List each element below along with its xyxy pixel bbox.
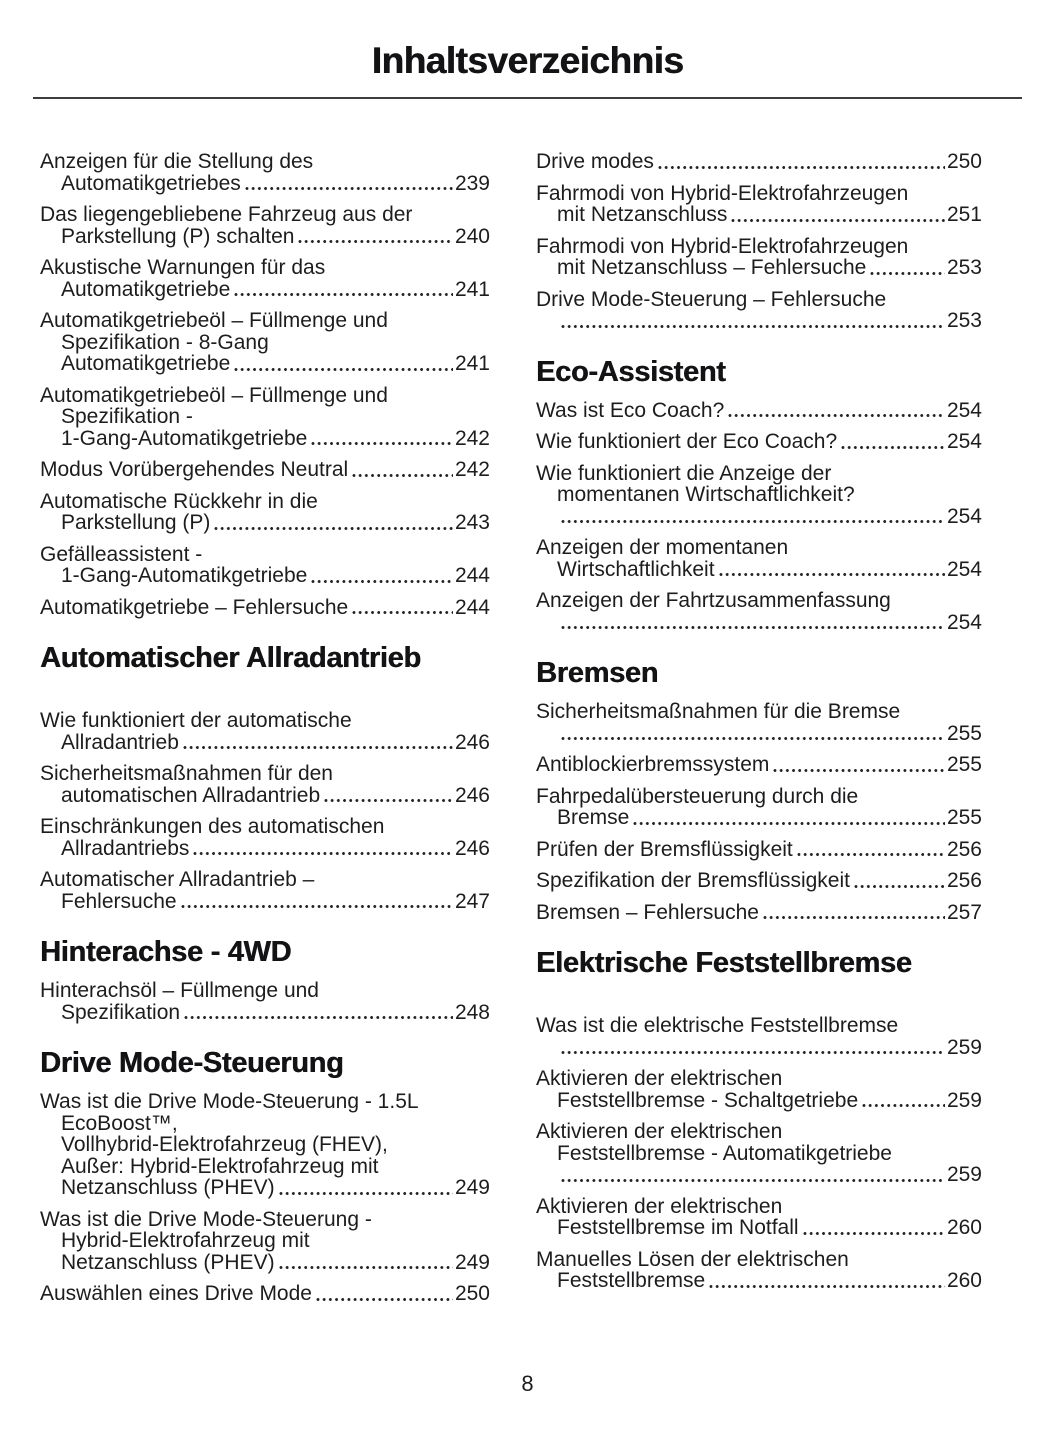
toc-entry — [536, 1121, 982, 1186]
toc-entry-text: Fehlersuche — [61, 889, 177, 913]
toc-entry-line: Was ist die elektrische Feststellbremse — [536, 1014, 899, 1037]
dot-leader — [184, 1015, 453, 1020]
toc-entry-lastline — [40, 279, 490, 301]
toc-page-number: 242 — [454, 426, 490, 450]
toc-section — [40, 151, 490, 618]
toc-entry-line: Vollhybrid-Elektrofahrzeug (FHEV), — [61, 1133, 388, 1156]
toc-entry — [536, 289, 982, 332]
toc-entry-text: automatischen Allradantrieb — [61, 783, 321, 807]
toc-entry-text: Parkstellung (P) schalten — [61, 224, 295, 248]
toc-entry-text: Netzanschluss (PHEV) — [61, 1176, 275, 1199]
toc-entry-lastline — [40, 428, 490, 450]
toc-section — [40, 1047, 490, 1305]
toc-entry — [536, 463, 982, 528]
toc-entry-lastline — [40, 1283, 490, 1305]
toc-entry-line: Automatikgetriebeöl – Füllmenge und — [40, 309, 388, 332]
toc-entry-text: Antiblockierbremssystem — [536, 753, 770, 776]
toc-entry-text: Automatikgetriebe — [61, 352, 231, 375]
toc-entry-text: 1-Gang-Automatikgetriebe — [61, 564, 308, 587]
toc-entry-text: Automatikgetriebe – Fehlersuche — [40, 595, 349, 619]
toc-page-number: 260 — [946, 1269, 982, 1292]
toc-entry-text: Feststellbremse - Schaltgetriebe — [557, 1088, 859, 1112]
toc-page-number: 249 — [454, 1250, 490, 1274]
toc-entry-lastline — [536, 1037, 982, 1059]
dot-leader — [181, 904, 453, 909]
toc-entry — [536, 839, 982, 861]
toc-page-number: 260 — [946, 1216, 982, 1239]
toc-column-right — [536, 151, 982, 1315]
toc-entry-lastline — [536, 870, 982, 892]
toc-entry-line: Gefälleassistent - — [40, 542, 203, 566]
toc-page-number: 259 — [946, 1088, 982, 1112]
toc-page-number: 256 — [946, 869, 982, 892]
toc-page-number: 241 — [454, 352, 490, 375]
toc-entry-line: Manuelles Lösen der elektrischen — [536, 1247, 849, 1271]
toc-page-number: 246 — [454, 783, 490, 807]
toc-entry-line: Automatischer Allradantrieb – — [40, 868, 315, 891]
toc-entry-text: Auswählen eines Drive Mode — [40, 1282, 312, 1305]
toc-entry-lastline — [536, 754, 982, 776]
toc-entry-line: Aktivieren der elektrischen — [536, 1194, 783, 1218]
toc-entry — [40, 597, 490, 619]
toc-entry-text: Allradantrieb — [61, 730, 179, 754]
toc-page-number: 251 — [946, 203, 982, 226]
toc-entry-lastline — [536, 506, 982, 528]
dot-leader — [352, 473, 453, 478]
toc-entry-lastline — [40, 597, 490, 619]
toc-entry — [40, 204, 490, 247]
toc-entry — [40, 816, 490, 859]
toc-entry — [40, 869, 490, 912]
dot-leader — [633, 821, 945, 826]
toc-columns — [40, 151, 982, 1315]
dot-leader — [658, 165, 945, 170]
dot-leader — [797, 852, 945, 857]
toc-section — [536, 151, 982, 332]
toc-entry-line: EcoBoost™, — [61, 1111, 178, 1135]
toc-entry — [536, 1249, 982, 1292]
toc-entry — [40, 1209, 490, 1274]
toc-entry-line: Sicherheitsmaßnahmen für den — [40, 762, 333, 785]
toc-entry-lastline — [536, 310, 982, 332]
toc-page-number: 248 — [454, 1000, 490, 1024]
toc-entry-lastline — [536, 151, 982, 173]
toc-entry-text: Was ist Eco Coach? — [536, 398, 725, 422]
toc-entry — [536, 1196, 982, 1239]
toc-entry-lastline — [536, 204, 982, 226]
toc-entry-line: Automatikgetriebeöl – Füllmenge und — [40, 383, 388, 407]
page-number: 8 — [521, 1371, 534, 1396]
dot-leader — [193, 851, 453, 856]
toc-entry — [536, 183, 982, 226]
toc-entry-lastline — [536, 1090, 982, 1112]
toc-entry — [536, 1015, 982, 1058]
dot-leader — [311, 441, 453, 446]
toc-entry — [40, 980, 490, 1023]
toc-entry-line: Das liegengebliebene Fahrzeug aus der — [40, 203, 413, 226]
toc-entry-line: Anzeigen für die Stellung des — [40, 150, 314, 173]
dot-leader — [719, 572, 945, 577]
toc-entry — [536, 537, 982, 580]
toc-section — [536, 657, 982, 923]
dot-leader — [728, 413, 945, 418]
toc-entry-lastline — [536, 559, 982, 581]
dot-leader — [234, 292, 453, 297]
section-heading: Elektrische Feststellbremse — [536, 947, 912, 979]
toc-page-number: 256 — [946, 837, 982, 861]
toc-entry-line: Feststellbremse - Automatikgetriebe — [557, 1141, 892, 1165]
toc-entry-text: Feststellbremse im Notfall — [557, 1216, 799, 1239]
toc-entry-lastline — [40, 891, 490, 913]
toc-page-number: 240 — [454, 224, 490, 248]
toc-entry-text: mit Netzanschluss – Fehlersuche — [557, 256, 867, 279]
toc-entry-line: Automatische Rückkehr in die — [40, 489, 318, 513]
toc-section — [536, 356, 982, 634]
toc-page-number: 244 — [454, 564, 490, 587]
toc-entry-text: Parkstellung (P) — [61, 511, 211, 534]
dot-leader — [870, 271, 945, 276]
toc-entry — [40, 544, 490, 587]
toc-entry — [40, 763, 490, 806]
toc-entry-text: Prüfen der Bremsflüssigkeit — [536, 837, 793, 861]
dot-leader — [183, 745, 453, 750]
toc-entry-line: Spezifikation - 8-Gang — [61, 330, 269, 354]
toc-entry — [40, 257, 490, 300]
toc-entry — [536, 1068, 982, 1111]
toc-entry-text: Wie funktioniert der Eco Coach? — [536, 430, 838, 453]
toc-page-number: 241 — [454, 277, 490, 301]
toc-entry-line: Was ist die Drive Mode-Steuerung - 1.5L — [40, 1090, 419, 1113]
toc-entry-line: Fahrpedalübersteuerung durch die — [536, 784, 859, 808]
toc-section — [40, 936, 490, 1023]
toc-page-number: 254 — [946, 430, 982, 453]
toc-entry-line: momentanen Wirtschaftlichkeit? — [557, 483, 855, 506]
toc-entry-line: Aktivieren der elektrischen — [536, 1120, 783, 1143]
dot-leader — [352, 610, 453, 615]
toc-entry-lastline — [536, 723, 982, 745]
toc-column-left — [40, 151, 490, 1315]
toc-entry-lastline — [40, 353, 490, 375]
section-heading: Automatischer Allradantrieb — [40, 642, 421, 674]
toc-entry-lastline — [40, 838, 490, 860]
toc-entry — [536, 754, 982, 776]
toc-entry — [536, 151, 982, 173]
toc-entry-line: Hinterachsöl – Füllmenge und — [40, 979, 319, 1002]
toc-page-number: 254 — [946, 610, 982, 634]
toc-entry-text: Bremse — [557, 806, 630, 829]
toc-page-number: 250 — [454, 1282, 490, 1305]
toc-page-number: 254 — [946, 557, 982, 581]
dot-leader — [841, 445, 945, 450]
dot-leader — [298, 239, 453, 244]
toc-entry-line: Anzeigen der Fahrtzusammenfassung — [536, 589, 891, 612]
toc-entry-text: Bremsen – Fehlersuche — [536, 900, 759, 924]
toc-page-number: 253 — [946, 309, 982, 332]
toc-entry — [40, 151, 490, 194]
dot-leader — [561, 736, 945, 741]
dot-leader — [709, 1284, 945, 1289]
toc-entry-lastline — [40, 1252, 490, 1274]
toc-section — [536, 947, 982, 1292]
toc-entry-line: Wie funktioniert die Anzeige der — [536, 461, 832, 485]
dot-leader — [214, 526, 453, 531]
toc-entry-text: Automatikgetriebes — [61, 171, 241, 195]
toc-page-number: 257 — [946, 900, 982, 924]
toc-entry — [536, 870, 982, 892]
dot-leader — [763, 915, 945, 920]
toc-entry — [40, 385, 490, 450]
toc-entry-lastline — [40, 459, 490, 481]
toc-entry-lastline — [536, 1270, 982, 1292]
toc-entry-lastline — [40, 785, 490, 807]
dot-leader — [311, 579, 453, 584]
toc-page-number: 247 — [454, 889, 490, 913]
dot-leader — [279, 1191, 453, 1196]
toc-page-number: 254 — [946, 504, 982, 528]
toc-entry-lastline — [536, 400, 982, 422]
dot-leader — [561, 519, 945, 524]
toc-entry-lastline — [536, 1164, 982, 1186]
toc-entry — [536, 701, 982, 744]
toc-entry-lastline — [536, 902, 982, 924]
dot-leader — [561, 324, 945, 329]
toc-entry-line: Fahrmodi von Hybrid-Elektrofahrzeugen — [536, 181, 909, 205]
toc-entry — [536, 590, 982, 633]
toc-page-number: 254 — [946, 398, 982, 422]
toc-entry-text: Allradantriebs — [61, 836, 190, 860]
toc-entry-lastline — [536, 839, 982, 861]
toc-entry — [40, 459, 490, 481]
toc-entry-line: Sicherheitsmaßnahmen für die Bremse — [536, 700, 901, 723]
toc-page-number: 242 — [454, 458, 490, 481]
toc-entry-line: Außer: Hybrid-Elektrofahrzeug mit — [61, 1154, 379, 1178]
toc-entry-text: 1-Gang-Automatikgetriebe — [61, 426, 308, 450]
toc-entry-lastline — [536, 257, 982, 279]
toc-entry-lastline — [40, 1002, 490, 1024]
toc-page-number: 249 — [454, 1176, 490, 1199]
toc-entry-text: Automatikgetriebe — [61, 277, 231, 301]
toc-entry — [40, 491, 490, 534]
toc-entry — [40, 310, 490, 375]
toc-page-number: 253 — [946, 256, 982, 279]
section-heading: Drive Mode-Steuerung — [40, 1047, 344, 1079]
toc-entry-lastline — [536, 1217, 982, 1239]
toc-entry — [40, 710, 490, 753]
toc-entry-text: mit Netzanschluss — [557, 203, 728, 226]
toc-entry-text: Wirtschaftlichkeit — [557, 557, 715, 581]
toc-entry — [536, 786, 982, 829]
toc-entry-text: Feststellbremse — [557, 1269, 706, 1292]
toc-page-number: 246 — [454, 836, 490, 860]
toc-entry-lastline — [536, 807, 982, 829]
toc-entry-line: Was ist die Drive Mode-Steuerung - — [40, 1207, 372, 1231]
dot-leader — [803, 1231, 945, 1236]
toc-entry-lastline — [40, 173, 490, 195]
section-heading: Hinterachse - 4WD — [40, 936, 292, 968]
toc-entry-line: Hybrid-Elektrofahrzeug mit — [61, 1229, 310, 1252]
toc-page-number: 239 — [454, 171, 490, 195]
section-heading: Bremsen — [536, 657, 659, 689]
dot-leader — [561, 1050, 945, 1055]
toc-page-number: 250 — [946, 150, 982, 173]
toc-entry-lastline — [40, 512, 490, 534]
toc-section — [40, 642, 490, 912]
toc-entry — [536, 400, 982, 422]
toc-page-number: 244 — [454, 595, 490, 619]
toc-entry-text: Spezifikation der Bremsflüssigkeit — [536, 869, 850, 892]
toc-page-number: 246 — [454, 730, 490, 754]
toc-entry-lastline — [536, 431, 982, 453]
toc-page-number: 255 — [946, 753, 982, 776]
toc-page-number: 259 — [946, 1035, 982, 1059]
toc-entry-line: Fahrmodi von Hybrid-Elektrofahrzeugen — [536, 234, 909, 258]
page-title: Inhaltsverzeichnis — [371, 40, 684, 81]
toc-entry-lastline — [40, 226, 490, 248]
toc-entry-line: Aktivieren der elektrischen — [536, 1067, 783, 1090]
toc-entry — [536, 431, 982, 453]
toc-entry-text: Spezifikation — [61, 1000, 181, 1024]
toc-entry-line: Wie funktioniert der automatische — [40, 709, 352, 732]
toc-entry-line: Einschränkungen des automatischen — [40, 815, 385, 838]
title-divider — [33, 97, 1022, 99]
toc-entry-lastline — [40, 565, 490, 587]
dot-leader — [234, 367, 453, 372]
toc-entry-line: Spezifikation - — [61, 405, 193, 428]
toc-entry-line: Anzeigen der momentanen — [536, 536, 789, 559]
dot-leader — [245, 186, 453, 191]
dot-leader — [279, 1265, 453, 1270]
toc-page-number: 259 — [946, 1163, 982, 1186]
dot-leader — [561, 1178, 945, 1183]
dot-leader — [324, 798, 453, 803]
toc-entry-lastline — [40, 1177, 490, 1199]
dot-leader — [316, 1297, 453, 1302]
toc-entry — [40, 1091, 490, 1199]
toc-page-number: 255 — [946, 721, 982, 745]
toc-entry-lastline — [40, 732, 490, 754]
dot-leader — [862, 1103, 945, 1108]
section-heading: Eco-Assistent — [536, 355, 726, 388]
toc-page-number: 255 — [946, 806, 982, 829]
toc-entry-text: Modus Vorübergehendes Neutral — [40, 458, 349, 481]
toc-entry-text: Drive modes — [536, 150, 654, 173]
toc-entry-text: Netzanschluss (PHEV) — [61, 1250, 275, 1274]
toc-entry — [536, 236, 982, 279]
dot-leader — [854, 884, 945, 889]
dot-leader — [561, 625, 945, 630]
toc-entry — [40, 1283, 490, 1305]
toc-entry-line: Drive Mode-Steuerung – Fehlersuche — [536, 287, 887, 311]
toc-entry-line: Akustische Warnungen für das — [40, 256, 326, 279]
dot-leader — [731, 218, 945, 223]
toc-page-number: 243 — [454, 511, 490, 534]
dot-leader — [773, 768, 945, 773]
toc-entry-lastline — [536, 612, 982, 634]
toc-entry — [536, 902, 982, 924]
